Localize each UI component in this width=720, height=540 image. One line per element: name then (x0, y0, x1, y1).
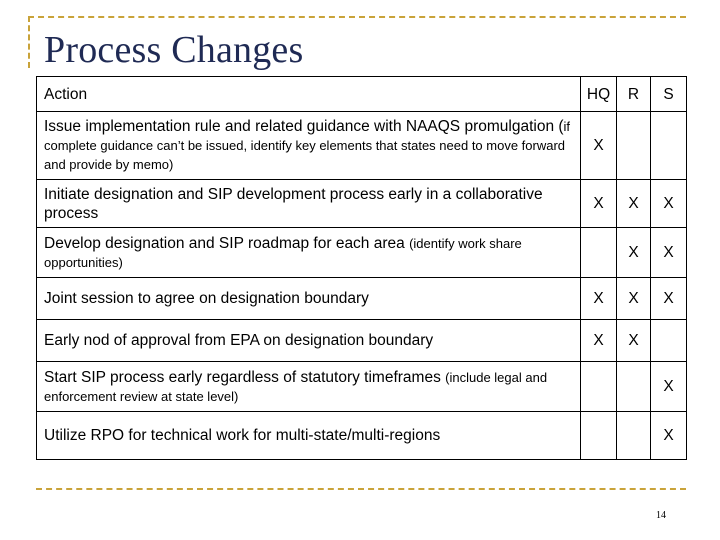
r-mark: X (617, 320, 651, 362)
table-row (37, 112, 687, 180)
header-s: S (651, 77, 687, 112)
table-row (37, 320, 687, 362)
hq-mark (581, 362, 617, 412)
action-text: Issue implementation rule and related guidance with NAAQS promulgation ( (44, 118, 564, 135)
action-cell (37, 362, 581, 412)
s-mark: X (651, 362, 687, 412)
hq-mark (581, 412, 617, 460)
title-decor-line-top (28, 16, 686, 18)
r-mark: X (617, 278, 651, 320)
action-cell (37, 180, 581, 228)
action-note: if complete guidance can’t be issued, identify key elements that states need to move forward and provide by memo) (44, 119, 571, 172)
header-hq: HQ (581, 77, 617, 112)
action-note: (include legal and enforcement review at state level) (44, 369, 548, 404)
table-row (37, 180, 687, 228)
s-mark: X (651, 180, 687, 228)
action-cell (37, 278, 581, 320)
table-row (37, 228, 687, 278)
hq-mark: X (581, 278, 617, 320)
header-action: Action (37, 77, 581, 112)
s-mark: X (651, 228, 687, 278)
action-note: (identify work share opportunities) (44, 235, 522, 270)
action-text: Develop designation and SIP roadmap for each area (44, 234, 410, 252)
footer-decor-line (36, 488, 686, 490)
s-mark (651, 320, 687, 362)
hq-mark (581, 228, 617, 278)
action-text: Early nod of approval from EPA on designation boundary (44, 332, 434, 349)
process-changes-table (36, 76, 687, 460)
hq-mark: X (581, 112, 617, 180)
action-cell (37, 228, 581, 278)
s-mark: X (651, 278, 687, 320)
action-text: Start SIP process early regardless of statutory timeframes (44, 368, 446, 386)
table-row (37, 412, 687, 460)
page-number: 14 (656, 510, 666, 521)
r-mark (617, 362, 651, 412)
action-cell (37, 320, 581, 362)
hq-mark: X (581, 180, 617, 228)
title-decor-line-left (28, 16, 30, 68)
action-text: Joint session to agree on designation boundary (44, 290, 369, 307)
hq-mark: X (581, 320, 617, 362)
action-text: Initiate designation and SIP development process early in a collaborative process (44, 185, 543, 222)
r-mark: X (617, 180, 651, 228)
r-mark (617, 112, 651, 180)
action-cell (37, 412, 581, 460)
table-header-row (37, 77, 687, 112)
r-mark: X (617, 228, 651, 278)
r-mark (617, 412, 651, 460)
action-cell (37, 112, 581, 180)
table-row (37, 362, 687, 412)
action-text: Utilize RPO for technical work for multi-state/multi-regions (44, 427, 441, 444)
slide-title: Process Changes (44, 29, 304, 71)
s-mark: X (651, 412, 687, 460)
s-mark (651, 112, 687, 180)
table-row (37, 278, 687, 320)
header-r: R (617, 77, 651, 112)
